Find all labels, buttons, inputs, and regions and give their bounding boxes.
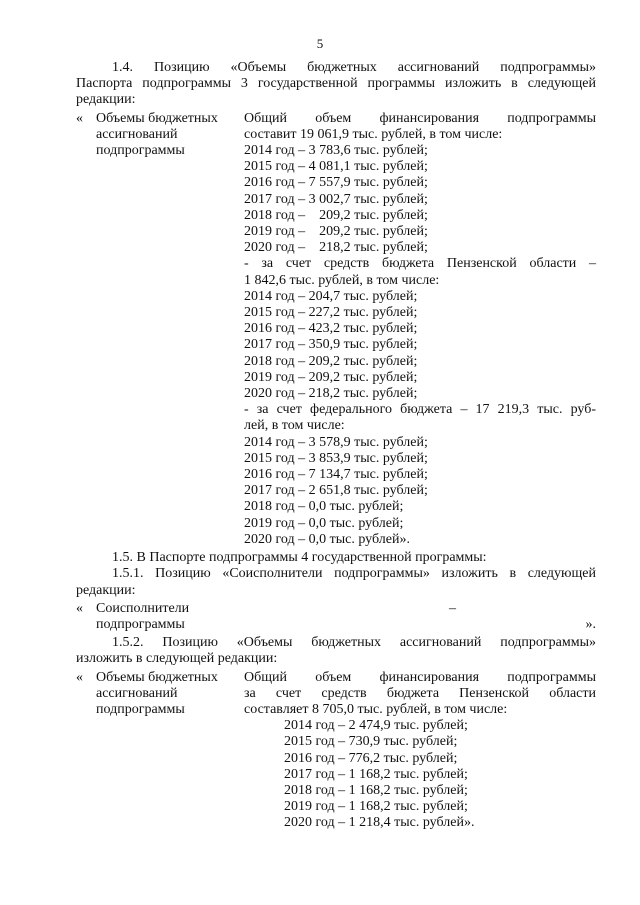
open-quote: « (76, 669, 83, 685)
budget-value-line: Общий объем финансирования подпрограммы (244, 669, 596, 685)
open-quote: « (76, 600, 83, 616)
budget-value-line: 2014 год – 2 474,9 тыс. рублей; (284, 718, 468, 734)
section-1-5-heading: 1.5. В Паспорте подпрограммы 4 государственной программы: (112, 550, 487, 566)
budget-value-line: 2014 год – 3 578,9 тыс. рублей; (244, 434, 428, 450)
budget-value-line: 2017 год – 2 651,8 тыс. рублей; (244, 483, 428, 499)
budget-value-line: 2017 год – 3 002,7 тыс. рублей; (244, 191, 428, 207)
budget-value-line: 2017 год – 350,9 тыс. рублей; (244, 337, 418, 353)
coexecutors-close-quote: ». (585, 616, 596, 632)
budget-label-line: подпрограммы (96, 143, 185, 159)
budget-value-line: за счет средств бюджета Пензенской области (244, 685, 596, 701)
budget-value-line: 2015 год – 3 853,9 тыс. рублей; (244, 450, 428, 466)
section-1-5-1-line1: 1.5.1. Позицию «Соисполнители подпрограммы» изложить в следующей (112, 566, 596, 582)
section-1-4-intro-line3: редакции: (76, 92, 136, 108)
budget-value-line: лей, в том числе: (244, 418, 345, 434)
section-1-4-intro-line2: Паспорта подпрограммы 3 государственной программы изложить в следующей (76, 76, 596, 92)
budget-label-line: ассигнований (96, 685, 178, 701)
budget-value-line: 2019 год – 0,0 тыс. рублей; (244, 515, 404, 531)
document-body (76, 60, 596, 832)
budget-value-line: - за счет федерального бюджета – 17 219,3 тыс. руб- (244, 402, 596, 418)
budget-value-line: 2015 год – 227,2 тыс. рублей; (244, 305, 418, 321)
budget-value-line: 2018 год – 209,2 тыс. рублей; (244, 353, 418, 369)
coexecutors-dash: – (449, 600, 456, 616)
coexecutors-label-line: подпрограммы (96, 616, 185, 632)
budget-value-line: 2018 год – 0,0 тыс. рублей; (244, 499, 404, 515)
budget-value-line: 2019 год – 209,2 тыс. рублей; (244, 369, 418, 385)
budget-label-line: подпрограммы (96, 701, 185, 717)
budget-value-line: 2019 год – 1 168,2 тыс. рублей; (284, 799, 468, 815)
budget-value-line: 2016 год – 776,2 тыс. рублей; (284, 750, 458, 766)
budget-label-line: Объемы бюджетных (96, 110, 218, 126)
budget-table-2 (76, 670, 596, 832)
budget-value-line: 2020 год – 218,2 тыс. рублей; (244, 386, 418, 402)
budget-value-line: 2014 год – 3 783,6 тыс. рублей; (244, 143, 428, 159)
budget-value-line: 2018 год – 1 168,2 тыс. рублей; (284, 782, 468, 798)
budget-value-line: 2014 год – 204,7 тыс. рублей; (244, 288, 418, 304)
budget-value-line: 2020 год – 218,2 тыс. рублей; (244, 240, 428, 256)
budget-value-line: составит 19 061,9 тыс. рублей, в том числе: (244, 126, 503, 142)
budget-value-line: 2017 год – 1 168,2 тыс. рублей; (284, 766, 468, 782)
budget-value-line: 2016 год – 7 557,9 тыс. рублей; (244, 175, 428, 191)
budget-value-line: 2015 год – 730,9 тыс. рублей; (284, 734, 458, 750)
budget-value-line: 2015 год – 4 081,1 тыс. рублей; (244, 159, 428, 175)
budget-value-line: 2020 год – 1 218,4 тыс. рублей». (284, 815, 475, 831)
budget-value-line: 2020 год – 0,0 тыс. рублей». (244, 531, 410, 547)
page-number: 5 (316, 36, 324, 51)
budget-value-line: 2016 год – 7 134,7 тыс. рублей; (244, 467, 428, 483)
budget-label-line: Объемы бюджетных (96, 669, 218, 685)
coexecutors-label (96, 601, 244, 633)
budget-label-1 (96, 111, 244, 548)
coexecutors-label-line: Соисполнители (96, 600, 190, 616)
budget-values-2-years (244, 718, 596, 831)
budget-values-1 (244, 111, 596, 548)
budget-value-line: составляет 8 705,0 тыс. рублей, в том числе: (244, 701, 508, 717)
section-1-5-2-line2: изложить в следующей редакции: (76, 651, 278, 667)
coexecutors-row (76, 601, 596, 633)
budget-label-line: ассигнований (96, 126, 178, 142)
coexecutors-value (244, 601, 596, 633)
budget-values-2 (244, 670, 596, 832)
budget-value-line: - за счет средств бюджета Пензенской области – (244, 256, 596, 272)
budget-values-2-head (244, 670, 596, 719)
section-1-5-1-line2: редакции: (76, 582, 136, 598)
budget-value-line: 1 842,6 тыс. рублей, в том числе: (244, 272, 440, 288)
budget-value-line: Общий объем финансирования подпрограммы (244, 110, 596, 126)
budget-table-1 (76, 111, 596, 548)
budget-value-line: 2018 год – 209,2 тыс. рублей; (244, 207, 428, 223)
budget-value-line: 2016 год – 423,2 тыс. рублей; (244, 321, 418, 337)
open-quote: « (76, 110, 83, 126)
section-1-5-2-line1: 1.5.2. Позицию «Объемы бюджетных ассигнований подпрограммы» (112, 635, 596, 651)
section-1-4-intro-line1: 1.4. Позицию «Объемы бюджетных ассигнований подпрограммы» (112, 60, 596, 75)
budget-label-2 (96, 670, 244, 832)
budget-value-line: 2019 год – 209,2 тыс. рублей; (244, 224, 428, 240)
